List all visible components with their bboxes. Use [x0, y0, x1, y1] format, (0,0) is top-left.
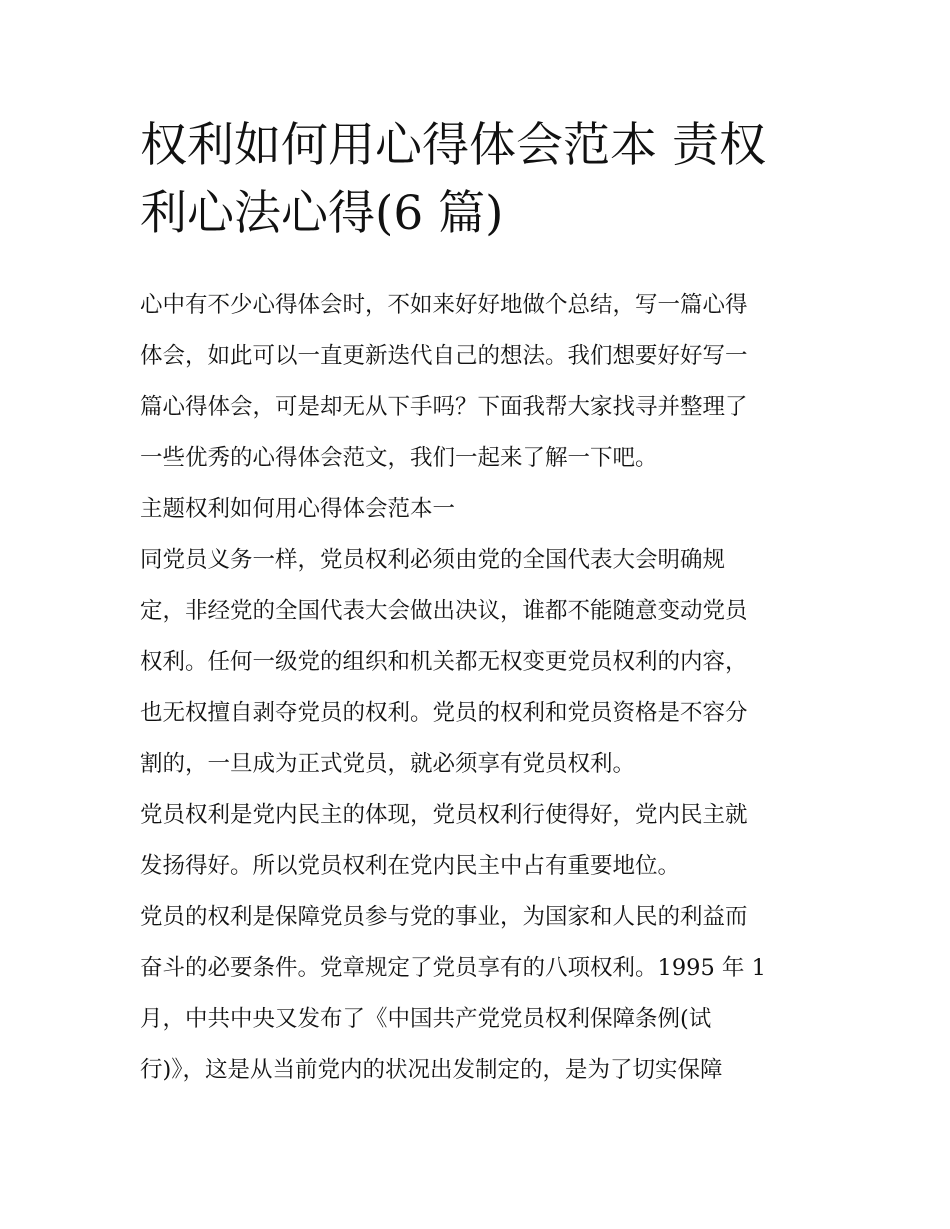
body-line: 同党员义务一样，党员权利必须由党的全国代表大会明确规	[140, 547, 726, 573]
body-line: 篇心得体会，可是却无从下手吗？下面我帮大家找寻并整理了	[140, 394, 748, 420]
body-line: 权利。任何一级党的组织和机关都无权变更党员权利的内容，	[140, 649, 748, 675]
body-line: 行)》，这是从当前党内的状况出发制定的，是为了切实保障	[140, 1057, 723, 1083]
body-line: 党员的权利是保障党员参与党的事业，为国家和人民的利益而	[140, 904, 748, 930]
body-line: 党员权利是党内民主的体现，党员权利行使得好，党内民主就	[140, 802, 748, 828]
title-line: 利心法心得(6 篇)	[140, 186, 504, 241]
body-line: 心中有不少心得体会时，不如来好好地做个总结，写一篇心得	[140, 292, 748, 318]
body-line: 一些优秀的心得体会范文，我们一起来了解一下吧。	[140, 445, 658, 471]
document-title	[140, 112, 820, 248]
body-line: 也无权擅自剥夺党员的权利。党员的权利和党员资格是不容分	[140, 700, 748, 726]
body-line: 奋斗的必要条件。党章规定了党员享有的八项权利。1995 年 1	[140, 955, 766, 981]
title-line: 权利如何用心得体会范本 责权	[140, 118, 766, 173]
body-line: 发扬得好。所以党员权利在党内民主中占有重要地位。	[140, 853, 681, 879]
section-heading: 主题权利如何用心得体会范本一	[140, 496, 456, 522]
body-line: 定，非经党的全国代表大会做出决议，谁都不能随意变动党员	[140, 598, 748, 624]
body-line: 月，中共中央又发布了《中国共产党党员权利保障条例(试	[140, 1006, 712, 1032]
document-body	[140, 280, 820, 1096]
body-line: 割的，一旦成为正式党员，就必须享有党员权利。	[140, 751, 636, 777]
body-line: 体会，如此可以一直更新迭代自己的想法。我们想要好好写一	[140, 343, 748, 369]
